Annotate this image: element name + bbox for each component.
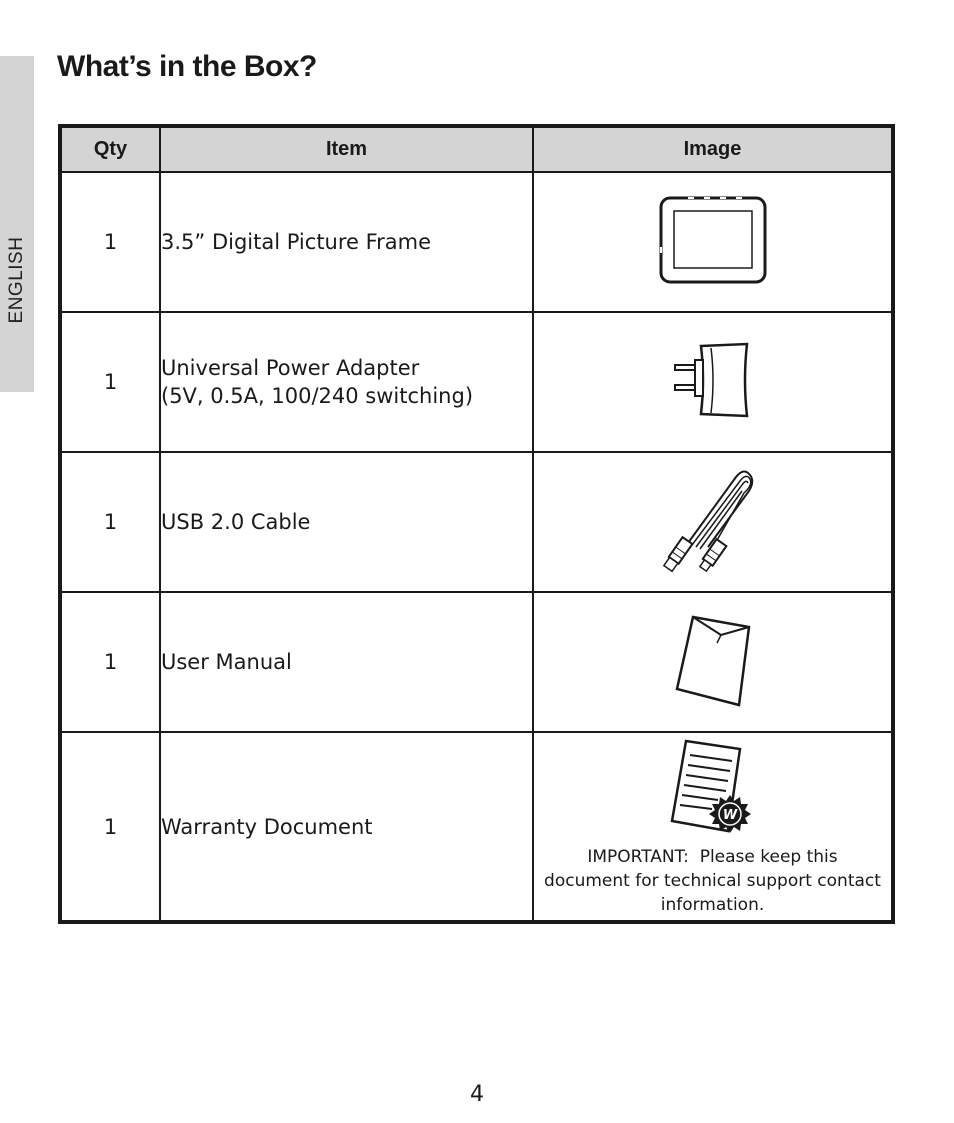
note-line1: IMPORTANT: Please keep this <box>587 846 838 867</box>
row-image <box>533 592 893 732</box>
row-image <box>533 312 893 452</box>
row-item: User Manual <box>160 592 533 732</box>
warranty-document-icon <box>668 737 758 837</box>
contents-table <box>58 124 895 924</box>
warranty-badge-letter: W <box>722 807 737 823</box>
picture-frame-icon <box>658 195 768 285</box>
header-item: Item <box>160 126 533 172</box>
header-image: Image <box>533 126 893 172</box>
user-manual-icon <box>673 613 753 708</box>
language-tab-label: ENGLISH <box>6 236 27 324</box>
table-row <box>60 452 893 592</box>
usb-cable-icon <box>658 465 768 575</box>
important-note <box>534 845 891 917</box>
table-header-row <box>60 126 893 172</box>
page-number: 4 <box>470 1082 484 1107</box>
table-row <box>60 592 893 732</box>
note-line2: document for technical support contact <box>544 870 881 891</box>
row-item: Warranty Document <box>160 732 533 922</box>
row-image <box>533 732 893 922</box>
note-line3: information. <box>660 894 765 915</box>
row-item-line1: Universal Power Adapter <box>161 356 420 380</box>
page-title: What’s in the Box? <box>57 50 317 83</box>
row-qty: 1 <box>60 172 160 312</box>
power-adapter-icon <box>673 340 753 420</box>
row-qty: 1 <box>60 592 160 732</box>
row-qty: 1 <box>60 732 160 922</box>
row-image <box>533 452 893 592</box>
row-image <box>533 172 893 312</box>
table-row <box>60 732 893 922</box>
row-qty: 1 <box>60 312 160 452</box>
table-row <box>60 312 893 452</box>
language-tab <box>0 56 34 392</box>
row-item <box>160 312 533 452</box>
row-item: USB 2.0 Cable <box>160 452 533 592</box>
row-qty: 1 <box>60 452 160 592</box>
table-row <box>60 172 893 312</box>
row-item-line2: (5V, 0.5A, 100/240 switching) <box>161 384 474 408</box>
header-qty: Qty <box>60 126 160 172</box>
row-item: 3.5” Digital Picture Frame <box>160 172 533 312</box>
